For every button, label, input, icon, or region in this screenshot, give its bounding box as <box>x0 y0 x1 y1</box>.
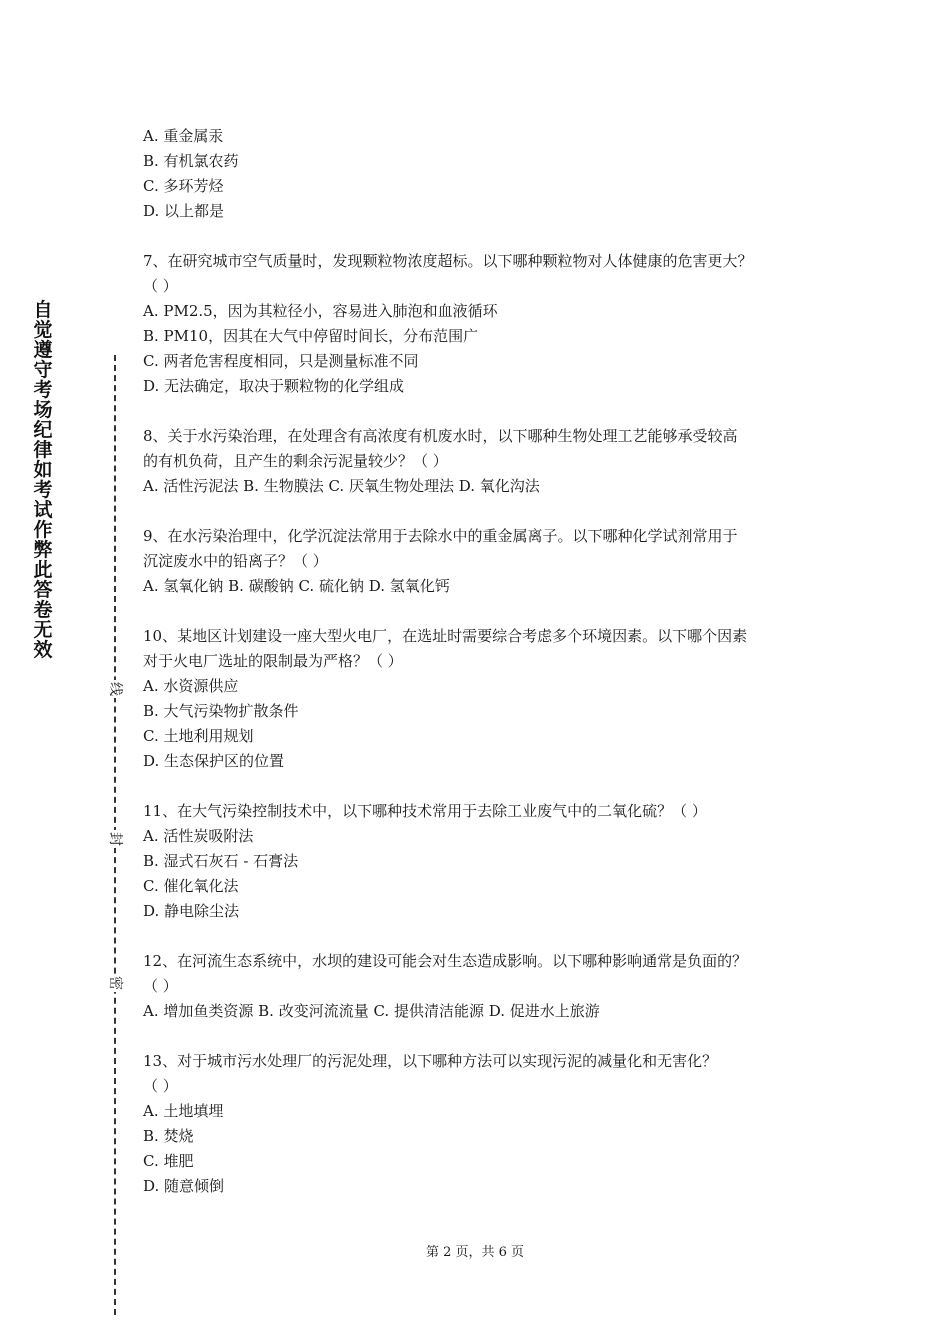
question-block <box>143 124 833 224</box>
question-block <box>143 624 833 774</box>
question-block <box>143 799 833 924</box>
question-line: B. 焚烧 <box>143 1127 194 1145</box>
question-line: D. 随意倾倒 <box>143 1177 225 1195</box>
question-line: A. 活性炭吸附法 <box>143 827 254 845</box>
question-line: 8、关于水污染治理，在处理含有高浓度有机废水时，以下哪种生物处理工艺能够承受较高 <box>143 427 738 445</box>
question-block <box>143 524 833 599</box>
question-line: C. 多环芳烃 <box>143 177 224 195</box>
question-list <box>143 124 833 1224</box>
question-line: C. 催化氧化法 <box>143 877 239 895</box>
binding-mark-secret: 密 <box>104 974 126 992</box>
question-line: A. PM2.5，因为其粒径小，容易进入肺泡和血液循环 <box>143 302 498 320</box>
page-footer: 第 2 页，共 6 页 <box>425 1245 525 1260</box>
question-block <box>143 424 833 499</box>
question-line: B. 湿式石灰石 - 石膏法 <box>143 852 299 870</box>
question-line: 9、在水污染治理中，化学沉淀法常用于去除水中的重金属离子。以下哪种化学试剂常用于 <box>143 527 738 545</box>
question-line: 11、在大气污染控制技术中，以下哪种技术常用于去除工业废气中的二氧化硫？（ ） <box>143 802 707 820</box>
question-line: A. 增加鱼类资源 B. 改变河流流量 C. 提供清洁能源 D. 促进水上旅游 <box>143 1002 600 1020</box>
question-line: （ ） <box>143 1077 178 1095</box>
binding-mark-seal: 封 <box>104 830 126 848</box>
question-block <box>143 249 833 399</box>
question-line: 7、在研究城市空气质量时，发现颗粒物浓度超标。以下哪种颗粒物对人体健康的危害更大？ <box>143 252 753 270</box>
question-block <box>143 1049 833 1199</box>
question-line: 12、在河流生态系统中，水坝的建设可能会对生态造成影响。以下哪种影响通常是负面的？ <box>143 952 748 970</box>
question-line: B. PM10，因其在大气中停留时间长，分布范围广 <box>143 327 479 345</box>
question-line: 的有机负荷，且产生的剩余污泥量较少？（ ） <box>143 452 448 470</box>
question-line: B. 有机氯农药 <box>143 152 239 170</box>
question-line: A. 氢氧化钠 B. 碳酸钠 C. 硫化钠 D. 氢氧化钙 <box>143 577 450 595</box>
question-line: D. 以上都是 <box>143 202 225 220</box>
question-line: A. 水资源供应 <box>143 677 239 695</box>
question-line: （ ） <box>143 277 178 295</box>
question-line: D. 无法确定，取决于颗粒物的化学组成 <box>143 377 405 395</box>
question-line: D. 生态保护区的位置 <box>143 752 285 770</box>
question-line: 13、对于城市污水处理厂的污泥处理，以下哪种方法可以实现污泥的减量化和无害化？ <box>143 1052 718 1070</box>
question-line: A. 土地填埋 <box>143 1102 224 1120</box>
question-line: C. 两者危害程度相同，只是测量标准不同 <box>143 352 419 370</box>
binding-mark-line: 线 <box>104 680 126 698</box>
question-line: 沉淀废水中的铅离子？（ ） <box>143 552 328 570</box>
question-line: （ ） <box>143 977 178 995</box>
question-block <box>143 949 833 1024</box>
question-line: 10、某地区计划建设一座大型火电厂，在选址时需要综合考虑多个环境因素。以下哪个因素 <box>143 627 748 645</box>
question-line: A. 重金属汞 <box>143 127 224 145</box>
question-line: 对于火电厂选址的限制最为严格？（ ） <box>143 652 403 670</box>
question-line: A. 活性污泥法 B. 生物膜法 C. 厌氧生物处理法 D. 氧化沟法 <box>143 477 540 495</box>
exam-rules-notice: 自觉遵守考场纪律如考试作弊此答卷无效 <box>33 299 53 661</box>
question-line: B. 大气污染物扩散条件 <box>143 702 299 720</box>
question-line: D. 静电除尘法 <box>143 902 240 920</box>
question-line: C. 土地利用规划 <box>143 727 254 745</box>
question-line: C. 堆肥 <box>143 1152 194 1170</box>
